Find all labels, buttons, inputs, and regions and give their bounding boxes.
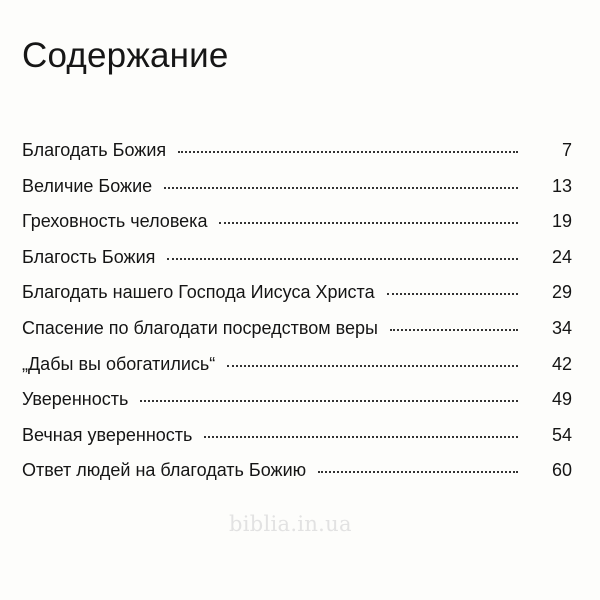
toc-entry-page: 49 [551,389,572,410]
toc-entry [22,318,572,354]
toc-entry-page: 7 [561,140,572,160]
toc-entry [22,140,572,176]
toc-entry-title: Вечная уверенность [22,424,193,445]
toc-entry [22,211,572,247]
toc-entry-page: 19 [551,211,572,232]
dot-leader [167,258,518,260]
dot-leader [219,222,518,224]
toc-entry-title: Греховность человека [22,211,208,232]
dot-leader [164,187,518,189]
dot-leader [227,365,518,367]
dot-leader [387,293,518,295]
toc-entry-title: Уверенность [22,389,129,410]
toc-entry [22,425,572,461]
toc-entry [22,247,572,283]
toc-entry-page: 34 [551,317,572,338]
page-title: Содержание [22,36,229,75]
dot-leader [178,151,518,153]
toc-entry-page: 54 [551,424,572,445]
toc-entry-page: 24 [551,246,572,267]
toc-entry-page: 42 [551,353,572,374]
toc-entry-title: „Дабы вы обогатились“ [22,353,216,374]
dot-leader [204,436,518,438]
toc-entry-page: 13 [551,175,572,196]
toc-entry [22,282,572,318]
toc-entry [22,460,572,496]
toc-entry-title: Величие Божие [22,175,153,196]
toc-entry [22,354,572,390]
watermark: biblia.in.ua [229,512,352,536]
dot-leader [140,400,518,402]
dot-leader [390,329,518,331]
toc-entry-title: Ответ людей на благодать Божию [22,460,307,481]
dot-leader [318,471,518,473]
toc-entry [22,176,572,212]
toc-entry-title: Благодать Божия [22,140,167,160]
toc-entry-title: Спасение по благодати посредством веры [22,317,378,338]
table-of-contents [22,140,572,496]
toc-entry-title: Благодать нашего Господа Иисуса Христа [22,282,375,303]
toc-entry-page: 60 [551,460,572,481]
toc-entry [22,389,572,425]
toc-entry-title: Благость Божия [22,246,156,267]
toc-entry-page: 29 [551,282,572,303]
